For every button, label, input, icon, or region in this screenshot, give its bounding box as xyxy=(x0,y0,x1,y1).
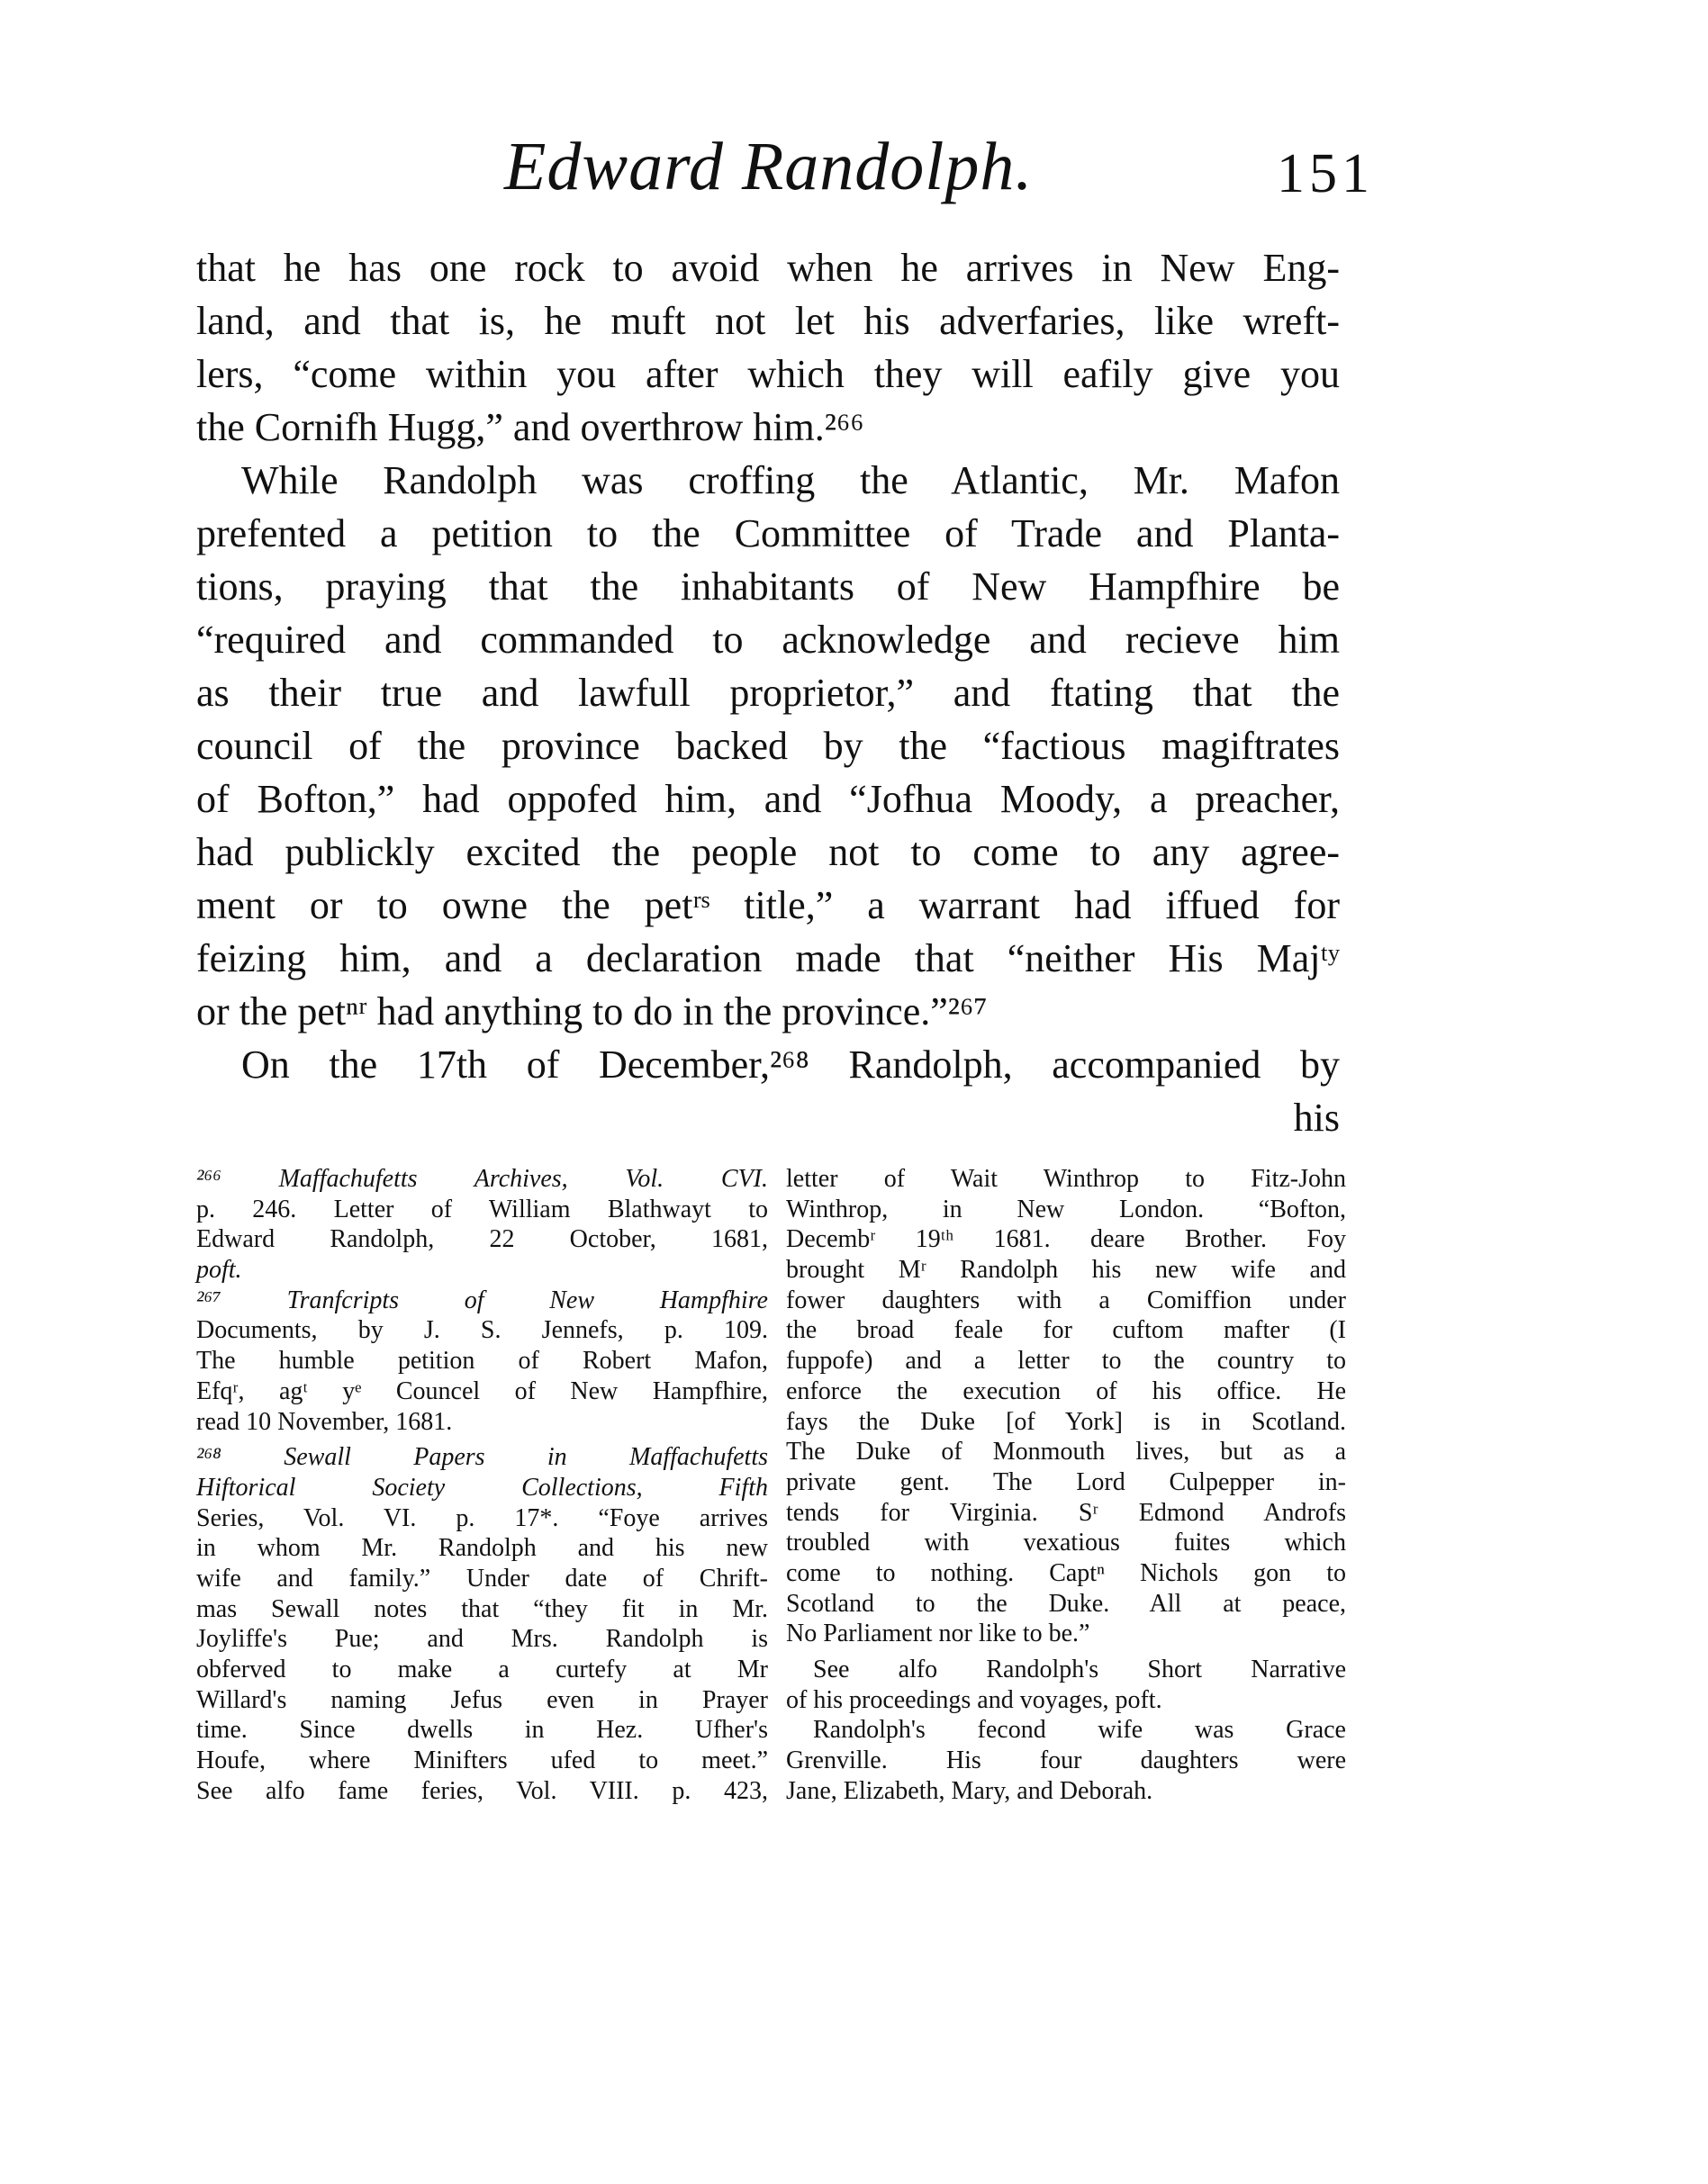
text-line: as their true and lawfull proprietor,” and ftating that the xyxy=(196,671,1340,715)
text-line: or the petⁿʳ had anything to do in the province.”²⁶⁷ xyxy=(196,989,988,1033)
footnote-line: enforce the execution of his office. He xyxy=(786,1376,1346,1405)
footnote-line: ²⁶⁶ Maffachufetts Archives, Vol. CVI. xyxy=(196,1165,768,1193)
footnote-line: private gent. The Lord Culpepper in- xyxy=(786,1467,1346,1496)
footnote-line: tends for Virginia. Sʳ Edmond Androfs xyxy=(786,1498,1346,1527)
footnote-line: of his proceedings and voyages, poft. xyxy=(786,1685,1162,1714)
footnotes-left-column xyxy=(196,1164,768,1806)
text-line: “required and commanded to acknowledge and recieve him xyxy=(196,618,1340,662)
text-line: lers, “come within you after which they will eafily give you xyxy=(196,352,1340,396)
footnote-line: brought Mʳ Randolph his new wife and xyxy=(786,1256,1346,1285)
footnote-line: read 10 November, 1681. xyxy=(196,1407,453,1436)
footnote-line: Randolph's fecond wife was Grace xyxy=(813,1716,1346,1745)
footnote-line: Willard's naming Jefus even in Prayer xyxy=(196,1685,768,1714)
footnote-line: The humble petition of Robert Mafon, xyxy=(196,1347,768,1376)
footnote-line: fays the Duke [of York] is in Scotland. xyxy=(786,1407,1346,1436)
footnote-line: the broad feale for cuftom mafter (I xyxy=(786,1316,1346,1345)
text-line: that he has one rock to avoid when he arrives in New Eng- xyxy=(196,246,1340,290)
footnote-line: Houfe, where Minifters ufed to meet.” xyxy=(196,1746,768,1775)
text-line: of Bofton,” had oppofed him, and “Jofhua Moody, a preacher, xyxy=(196,777,1340,821)
footnote-line: Hiftorical Society Collections, Fifth xyxy=(196,1473,768,1502)
footnote-line: Scotland to the Duke. All at peace, xyxy=(786,1589,1346,1618)
footnote-line: Edward Randolph, 22 October, 1681, xyxy=(196,1225,768,1254)
footnote-line: The Duke of Monmouth lives, but as a xyxy=(786,1438,1346,1467)
footnote-line: Grenville. His four daughters were xyxy=(786,1746,1346,1775)
footnote-line: Joyliffe's Pue; and Mrs. Randolph is xyxy=(196,1625,768,1654)
footnote-line: mas Sewall notes that “they fit in Mr. xyxy=(196,1594,768,1623)
footnote-line: time. Since dwells in Hez. Ufher's xyxy=(196,1716,768,1745)
catchword: his xyxy=(1293,1096,1340,1140)
footnote-line: See alfo Randolph's Short Narrative xyxy=(813,1656,1346,1683)
footnote-line: See alfo fame feries, Vol. VIII. p. 423, xyxy=(196,1776,768,1805)
footnote-line: fuppofe) and a letter to the country to xyxy=(786,1347,1346,1376)
footnote-line: No Parliament nor like to be.” xyxy=(786,1620,1090,1648)
text-line: tions, praying that the inhabitants of New Hampfhire be xyxy=(196,564,1340,609)
text-line: While Randolph was croffing the Atlantic, Mr. Mafon xyxy=(241,458,1340,502)
footnote-line: ²⁶⁸ Sewall Papers in Maffachufetts xyxy=(196,1443,768,1472)
footnote-line: Winthrop, in New London. “Bofton, xyxy=(786,1195,1346,1223)
footnote-line: letter of Wait Winthrop to Fitz-John xyxy=(786,1165,1346,1193)
footnotes-right-column xyxy=(786,1164,1346,1806)
main-text xyxy=(196,241,1340,1144)
text-line: land, and that is, he muft not let his adverfaries, like wreft- xyxy=(196,299,1340,343)
footnote-line: fower daughters with a Comiffion under xyxy=(786,1286,1346,1314)
page-number: 151 xyxy=(1277,143,1374,204)
text-line: On the 17th of December,²⁶⁸ Randolph, accompanied by xyxy=(241,1042,1340,1087)
footnote-line: troubled with vexatious fuites which xyxy=(786,1529,1346,1557)
page-title: Edward Randolph. xyxy=(504,129,1034,204)
text-line: feizing him, and a declaration made that “neither His Majᵗʸ xyxy=(196,936,1340,980)
text-line: had publickly excited the people not to come to any agree- xyxy=(196,830,1340,874)
text-line: council of the province backed by the “factious magiftrates xyxy=(196,724,1340,768)
footnote-line: come to nothing. Captⁿ Nichols gon to xyxy=(786,1558,1346,1587)
footnote-line: wife and family.” Under date of Chrift- xyxy=(196,1564,768,1593)
footnote-line: Decembʳ 19ᵗʰ 1681. deare Brother. Foy xyxy=(786,1225,1346,1254)
footnote-line: Jane, Elizabeth, Mary, and Deborah. xyxy=(786,1776,1153,1805)
footnote-line: Series, Vol. VI. p. 17*. “Foye arrives xyxy=(196,1503,768,1532)
footnote-line: p. 246. Letter of William Blathwayt to xyxy=(196,1195,768,1223)
text-line: the Cornifh Hugg,” and overthrow him.²⁶⁶ xyxy=(196,405,864,449)
footnote-line: in whom Mr. Randolph and his new xyxy=(196,1534,768,1563)
footnote-line: Documents, by J. S. Jennefs, p. 109. xyxy=(196,1316,768,1345)
footnote-line: obferved to make a curtefy at Mr xyxy=(196,1656,768,1683)
footnote-line: Efqʳ, agᵗ yᵉ Councel of New Hampfhire, xyxy=(196,1376,768,1405)
footnote-line: ²⁶⁷ Tranfcripts of New Hampfhire xyxy=(196,1286,768,1314)
footnote-line: poft. xyxy=(196,1256,242,1285)
text-line: prefented a petition to the Committee of Trade and Planta- xyxy=(196,511,1340,555)
text-line: ment or to owne the petʳˢ title,” a warrant had iffued for xyxy=(196,883,1340,927)
